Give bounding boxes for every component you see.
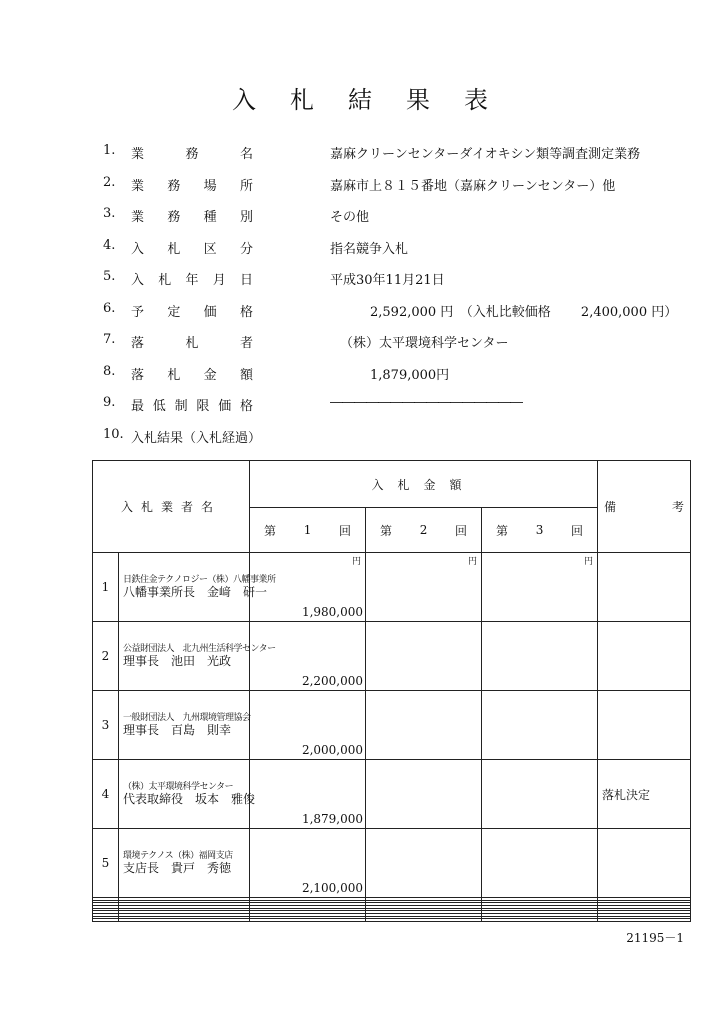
item-value: 平成30年11月21日 bbox=[330, 273, 445, 288]
item-row bbox=[103, 395, 703, 427]
yen-unit: 円 bbox=[584, 557, 594, 568]
note-cell bbox=[598, 622, 691, 691]
item-number: 5. bbox=[103, 269, 116, 284]
bidder-representative: 支店長 貴戸 秀徳 bbox=[123, 861, 232, 876]
item-number: 4. bbox=[103, 237, 116, 253]
item-row bbox=[103, 427, 703, 459]
bidder-representative: 理事長 池田 光政 bbox=[123, 654, 232, 669]
row-number: 5 bbox=[93, 829, 119, 898]
bidder-representative: 代表取締役 坂本 雅俊 bbox=[123, 792, 256, 807]
item-value: 嘉麻市上８１５番地（嘉麻クリーンセンター）他 bbox=[330, 178, 616, 194]
header-note: 備 考 bbox=[598, 461, 691, 553]
amount-round-2 bbox=[366, 691, 482, 760]
yen-unit: 円 bbox=[468, 557, 478, 568]
item-label: 入 札 年 月 日 bbox=[131, 273, 253, 288]
item-row bbox=[103, 332, 703, 364]
header-bidder-name: 入札業者名 bbox=[93, 461, 250, 553]
item-row bbox=[103, 175, 703, 207]
item-row bbox=[103, 206, 703, 238]
amount-round-3 bbox=[482, 829, 598, 898]
bidder-representative: 八幡事業所長 金﨑 研一 bbox=[123, 585, 268, 600]
item-value: 1,879,000円 bbox=[370, 367, 450, 383]
bidder-company: 日鉄住金テクノロジー（株）八幡事業所 bbox=[123, 574, 276, 585]
row-number bbox=[93, 919, 119, 922]
amount-round-2 bbox=[366, 553, 482, 622]
header-round-2: 第 2 回 bbox=[366, 508, 482, 553]
item-number: 7. bbox=[103, 332, 116, 347]
amount-round-2 bbox=[366, 622, 482, 691]
item-label: 落 札 金 額 bbox=[131, 367, 253, 383]
item-label: 落 札 者 bbox=[131, 336, 253, 351]
table-row bbox=[93, 622, 691, 691]
item-row bbox=[103, 143, 703, 175]
bidder-representative: 理事長 百島 則幸 bbox=[123, 723, 232, 738]
note-cell bbox=[598, 919, 691, 922]
table-row bbox=[93, 919, 691, 922]
item-row bbox=[103, 301, 703, 333]
amount-round-2 bbox=[366, 919, 482, 922]
table-row bbox=[93, 691, 691, 760]
amount-round-1 bbox=[250, 919, 366, 922]
item-value: 嘉麻クリーンセンターダイオキシン類等調査測定業務 bbox=[330, 147, 641, 162]
bidder-cell bbox=[119, 919, 250, 922]
amount-round-1 bbox=[250, 760, 366, 829]
bidder-cell bbox=[119, 829, 250, 898]
item-row bbox=[103, 238, 703, 270]
row-number: 1 bbox=[93, 553, 119, 622]
item-value: その他 bbox=[330, 210, 370, 225]
amount-round-3 bbox=[482, 760, 598, 829]
item-row bbox=[103, 269, 703, 301]
row-number: 2 bbox=[93, 622, 119, 691]
bid-amount: 2,200,000 bbox=[301, 674, 364, 689]
item-value: 指名競争入札 bbox=[330, 241, 409, 257]
bid-amount: 2,100,000 bbox=[301, 881, 364, 896]
item-number: 9. bbox=[103, 395, 116, 410]
bidder-cell bbox=[119, 760, 256, 829]
bid-amount: 1,980,000 bbox=[301, 605, 364, 620]
item-number: 8. bbox=[103, 363, 116, 379]
note-cell bbox=[598, 553, 691, 622]
item-row bbox=[103, 364, 703, 396]
yen-unit: 円 bbox=[352, 557, 362, 568]
item-value: （株）太平環境科学センター bbox=[340, 336, 509, 351]
header-round-1: 第 1 回 bbox=[250, 508, 366, 553]
item-label: 予 定 価 格 bbox=[131, 304, 253, 320]
row-number: 3 bbox=[93, 691, 119, 760]
item-number: 2. bbox=[103, 174, 116, 190]
header-bid-amount: 入札金額 bbox=[250, 461, 598, 508]
item-label: 業 務 場 所 bbox=[131, 178, 253, 194]
bidder-cell bbox=[119, 553, 276, 622]
note-cell bbox=[598, 829, 691, 898]
amount-round-2 bbox=[366, 760, 482, 829]
item-label: 最 低 制 限 価 格 bbox=[131, 399, 253, 414]
table-row bbox=[93, 553, 691, 622]
table-row bbox=[93, 829, 691, 898]
amount-round-1 bbox=[250, 553, 366, 622]
amount-round-1 bbox=[250, 829, 366, 898]
bidder-cell bbox=[119, 691, 250, 760]
bidder-company: （株）太平環境科学センター bbox=[123, 781, 234, 792]
amount-round-3 bbox=[482, 622, 598, 691]
item-label: 業 務 名 bbox=[131, 147, 253, 162]
note-cell: 落札決定 bbox=[598, 760, 691, 829]
amount-round-1 bbox=[250, 691, 366, 760]
bidder-company: 公益財団法人 北九州生活科学センター bbox=[123, 643, 276, 654]
bid-amount: 2,000,000 bbox=[301, 743, 364, 758]
item-label: 入 札 区 分 bbox=[131, 241, 253, 257]
note-cell bbox=[598, 691, 691, 760]
bidder-company: 環境テクノス（株）福岡支店 bbox=[123, 850, 233, 861]
amount-round-3 bbox=[482, 919, 598, 922]
item-list bbox=[103, 143, 703, 458]
table-row bbox=[93, 760, 691, 829]
bidder-company: 一般財団法人 九州環境管理協会 bbox=[123, 712, 251, 723]
page-title: 入札結果表 bbox=[232, 86, 522, 114]
amount-round-3 bbox=[482, 553, 598, 622]
document-number: 21195－1 bbox=[626, 931, 684, 945]
item-value: 2,592,000 円 （入札比較価格 2,400,000 円） bbox=[370, 304, 678, 320]
row-number: 4 bbox=[93, 760, 119, 829]
item-number: 6. bbox=[103, 300, 116, 316]
bid-results-table bbox=[92, 460, 691, 922]
item-value: ―――――――――――――――― bbox=[330, 395, 522, 410]
bidder-cell bbox=[119, 622, 276, 691]
item-label: 業 務 種 別 bbox=[131, 210, 253, 225]
amount-round-2 bbox=[366, 829, 482, 898]
header-round-3: 第 3 回 bbox=[482, 508, 598, 553]
item-label: 入札結果（入札経過） bbox=[131, 430, 262, 446]
amount-round-3 bbox=[482, 691, 598, 760]
item-number: 1. bbox=[103, 143, 116, 158]
bid-amount: 1,879,000 bbox=[301, 812, 364, 827]
amount-round-1 bbox=[250, 622, 366, 691]
item-number: 3. bbox=[103, 206, 116, 221]
item-number: 10. bbox=[103, 426, 124, 442]
